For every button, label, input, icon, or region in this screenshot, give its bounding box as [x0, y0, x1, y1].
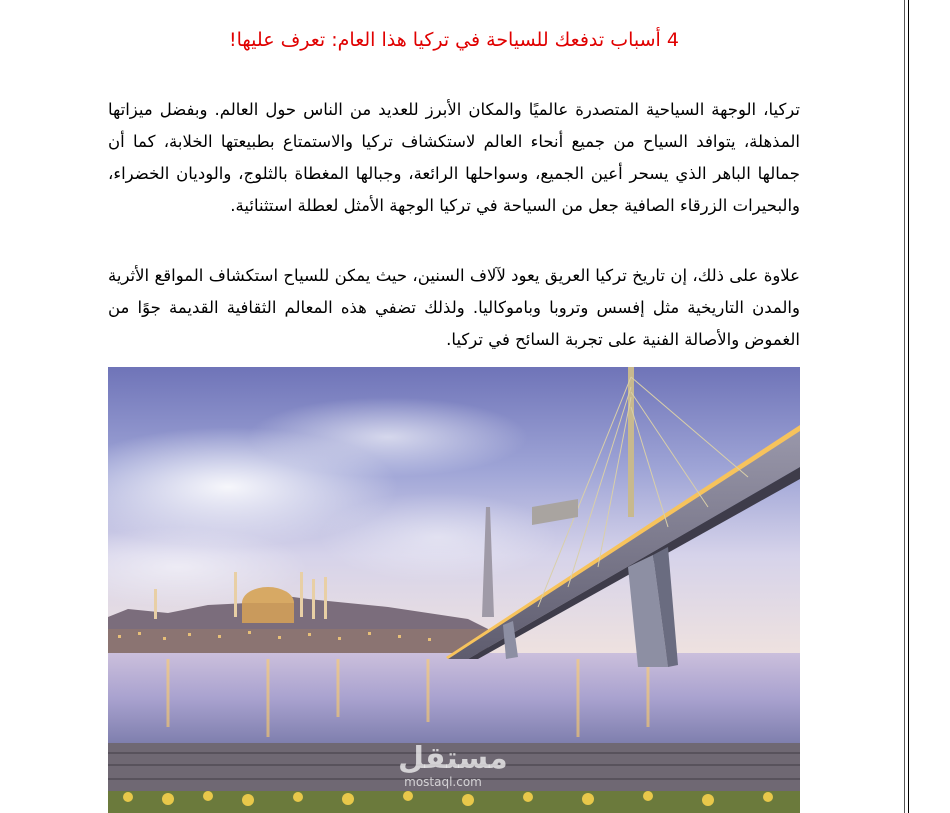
document-title: 4 أسباب تدفعك للسياحة في تركيا هذا العام: تعرف عليها!	[229, 29, 679, 51]
watermark-logo: مستقل	[398, 741, 508, 776]
paragraph-1: تركيا، الوجهة السياحية المتصدرة عالميًا والمكان الأبرز للعديد من الناس حول العالم. وبفضل ميزاتها المذهلة، يتوافد السياح من جميع أنحاء العالم لاستكشاف تركيا والاستمتاع بطبيعتها الخلابة، كما أن جمالها الباهر الذي يسحر أعين الجميع، وسواحلها الرائعة، وجبالها المغطاة بالثلوج، والوديان الخضراء، والبحيرات الزرقاء الصافية جعل من السياحة في تركيا الوجهة الأمثل لعطلة استثنائية.	[108, 100, 800, 215]
watermark	[398, 741, 508, 789]
page-edge-line	[908, 0, 909, 813]
watermark-url: mostaql.com	[404, 775, 482, 789]
page-margin-line	[904, 0, 905, 813]
paragraph-2: علاوة على ذلك، إن تاريخ تركيا العريق يعود لآلاف السنين، حيث يمكن للسياح استكشاف المواقع الأثرية والمدن التاريخية مثل إفسس وتروبا وباموكاليا. ولذلك تضفي هذه المعالم الثقافية القديمة جوًا من الغموض والأصالة الفنية على تجربة السائح في تركيا.	[108, 266, 800, 349]
